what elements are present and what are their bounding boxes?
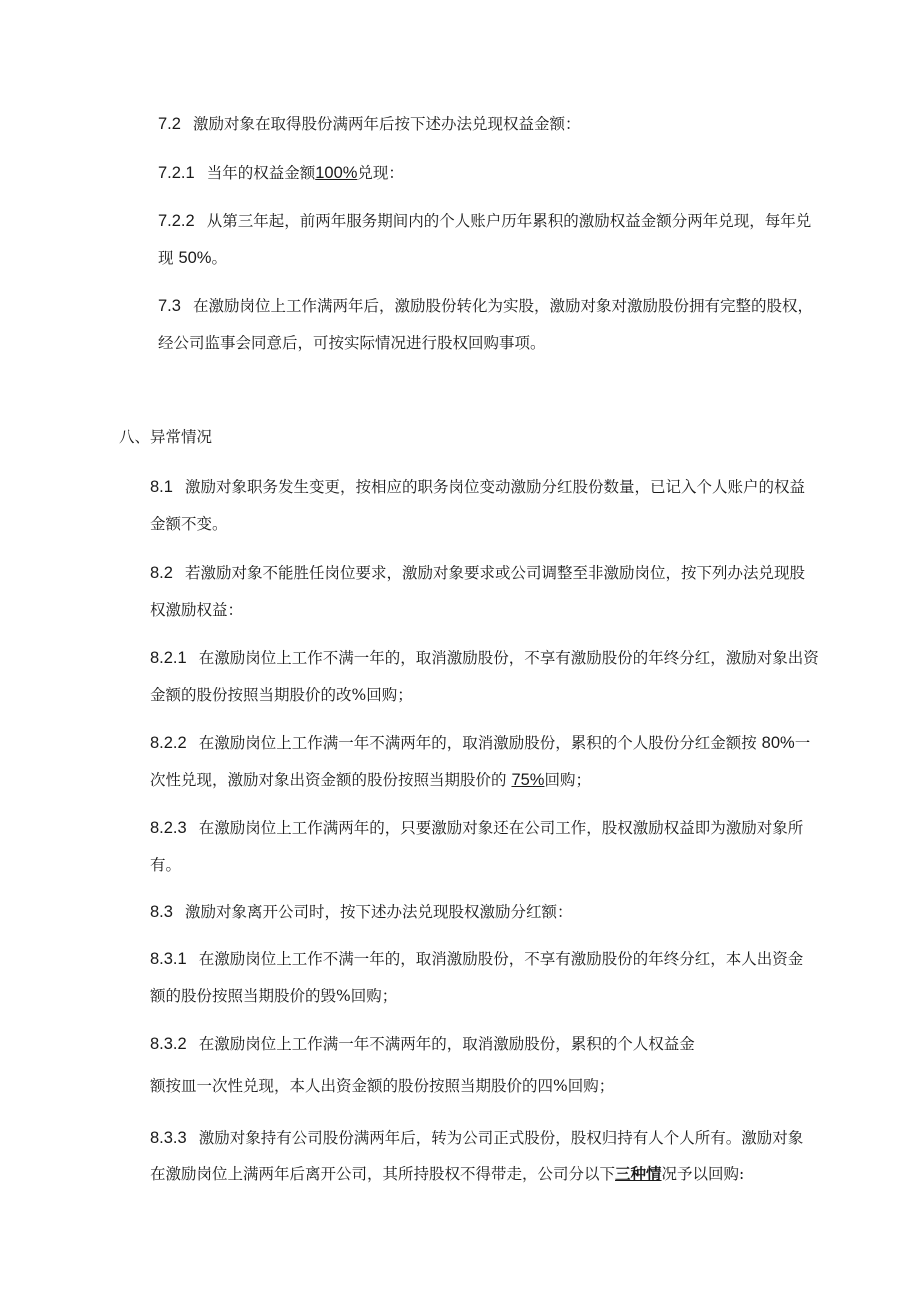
clause-number: 7.2.2 [158, 212, 195, 230]
clause-8-3-1-cont [150, 978, 397, 1014]
clause-8-2-cont [150, 592, 243, 628]
clause-text: 在激励岗位上工作不满一年的，取消激励股份，不享有激励股份的年终分红，本人出资金 [198, 950, 804, 968]
underlined-phrase: 三种情 [615, 1164, 662, 1183]
clause-number: 8.2.3 [150, 819, 187, 837]
clause-number: 7.3 [158, 297, 181, 315]
clause-text: 权激励权益： [150, 601, 244, 619]
clause-number: 8.2.1 [150, 649, 187, 667]
clause-8-3-3 [150, 1120, 803, 1156]
clause-text: 回购； [544, 771, 591, 789]
clause-number: 8.2 [150, 564, 173, 582]
percent-value: 80% [761, 734, 795, 752]
clause-text: 兑现： [357, 164, 404, 182]
percent-value: 50% [178, 249, 212, 267]
clause-8-2-1-cont [150, 677, 413, 713]
clause-number: 8.3.3 [150, 1129, 187, 1147]
section-title: 八、异常情况 [119, 428, 213, 446]
clause-text: 金额不变。 [150, 515, 228, 533]
clause-8-2-2 [150, 725, 810, 761]
clause-text: 金额的股份按照当期股价的改%回购； [150, 686, 413, 704]
clause-number: 8.2.2 [150, 734, 187, 752]
clause-text: 一 [794, 734, 811, 752]
clause-text: 经公司监事会同意后，可按实际情况进行股权回购事项。 [158, 334, 546, 352]
clause-text: 在激励岗位上工作满一年不满两年的，取消激励股份，累积的个人权益金 [198, 1035, 695, 1053]
clause-text: 现 [158, 249, 174, 267]
clause-number: 7.2 [158, 115, 181, 133]
clause-7-3 [158, 288, 813, 324]
percent-value: 75% [511, 771, 545, 789]
clause-8-2-2-cont [150, 762, 591, 798]
clause-text: 在激励岗位上满两年后离开公司，其所持股权不得带走，公司分以下 [150, 1165, 616, 1183]
clause-8-3-2-cont [150, 1068, 614, 1104]
clause-text: 当年的权益金额 [206, 164, 316, 182]
clause-number: 8.3 [150, 903, 173, 921]
clause-8-2 [150, 555, 805, 591]
clause-8-2-3-cont [150, 847, 181, 883]
clause-8-3-3-cont [150, 1156, 744, 1192]
clause-8-3 [150, 894, 572, 930]
clause-text: 激励对象离开公司时，按下述办法兑现股权激励分红额： [184, 903, 573, 921]
clause-text: 。 [211, 249, 227, 267]
clause-7-3-cont [158, 325, 546, 361]
clause-8-3-1 [150, 941, 803, 977]
clause-text: 在激励岗位上工作不满一年的，取消激励股份，不享有激励股份的年终分红，激励对象出资 [198, 649, 819, 667]
percent-value: 100% [315, 164, 358, 182]
clause-number: 7.2.1 [158, 164, 195, 182]
clause-text: 予以回购: [677, 1165, 745, 1183]
clause-text: 在激励岗位上工作满两年后，激励股份转化为实股，激励对象对激励股份拥有完整的股权， [192, 297, 813, 315]
clause-8-1 [150, 469, 805, 505]
clause-text: 况 [661, 1165, 678, 1183]
clause-text: 若激励对象不能胜任岗位要求，激励对象要求或公司调整至非激励岗位，按下列办法兑现股 [184, 564, 805, 582]
clause-number: 8.3.1 [150, 950, 187, 968]
clause-7-2 [158, 106, 580, 142]
clause-text: 有。 [150, 856, 182, 874]
clause-number: 8.3.2 [150, 1035, 187, 1053]
clause-text: 在激励岗位上工作满两年的，只要激励对象还在公司工作，股权激励权益即为激励对象所 [198, 819, 804, 837]
clause-text: 激励对象持有公司股份满两年后，转为公司正式股份，股权归持有人个人所有。激励对象 [198, 1129, 804, 1147]
clause-8-3-2 [150, 1026, 695, 1062]
clause-8-2-1 [150, 640, 819, 676]
clause-number: 8.1 [150, 478, 173, 496]
clause-7-2-1 [158, 155, 404, 191]
clause-7-2-2-cont [158, 240, 227, 276]
clause-text: 激励对象在取得股份满两年后按下述办法兑现权益金额： [192, 115, 581, 133]
clause-text: 从第三年起，前两年服务期间内的个人账户历年累积的激励权益金额分两年兑现，每年兑 [206, 212, 812, 230]
clause-text: 在激励岗位上工作满一年不满两年的，取消激励股份，累积的个人股份分红金额按 [198, 734, 757, 752]
clause-8-2-3 [150, 810, 803, 846]
clause-8-1-cont [150, 506, 228, 542]
section-heading [119, 419, 212, 455]
clause-text: 额的股份按照当期股价的毁%回购； [150, 987, 398, 1005]
clause-text: 次性兑现，激励对象出资金额的股份按照当期股价的 [150, 771, 507, 789]
clause-text: 激励对象职务发生变更，按相应的职务岗位变动激励分红股份数量，已记入个人账户的权益 [184, 478, 805, 496]
clause-7-2-2 [158, 203, 811, 239]
clause-text: 额按皿一次性兑现，本人出资金额的股份按照当期股价的四%回购； [150, 1077, 615, 1095]
